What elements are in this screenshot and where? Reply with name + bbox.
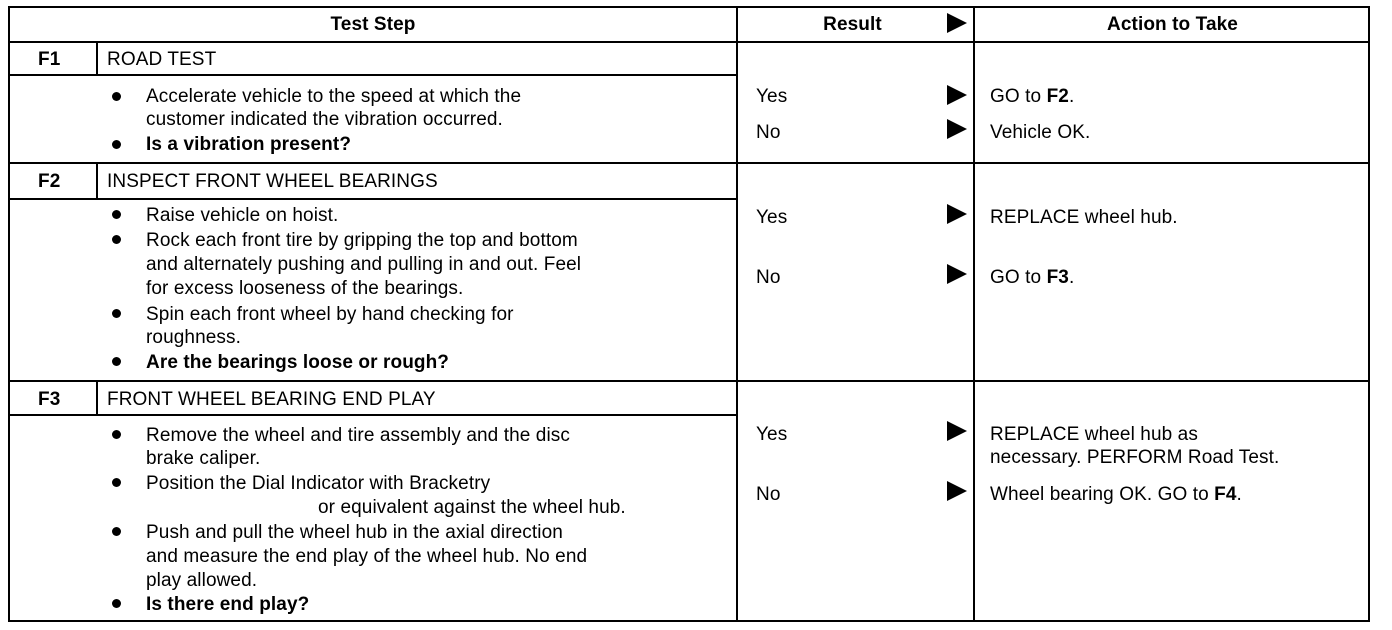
bullet-icon: [112, 357, 121, 366]
result-no: No: [756, 267, 781, 288]
bullet-text: and alternately pushing and pulling in and out. Feel: [146, 254, 582, 275]
bullet-text: Push and pull the wheel hub in the axial direction: [146, 522, 563, 543]
bullet-icon: [112, 140, 121, 149]
title-divider-f2: [8, 198, 738, 200]
result-yes: Yes: [756, 424, 788, 445]
id-divider-f1: [96, 41, 98, 74]
title-divider-f3: [8, 414, 738, 416]
step-title-f1: ROAD TEST: [107, 49, 217, 70]
action-text: REPLACE wheel hub as: [990, 424, 1198, 445]
bullet-text: brake caliper.: [146, 448, 261, 469]
bullet-icon: [112, 92, 121, 101]
action-text: GO to F3.: [990, 267, 1075, 288]
arrow-icon: [947, 481, 967, 501]
id-divider-f3: [96, 381, 98, 415]
bullet-icon: [112, 527, 121, 536]
bullet-text: roughness.: [146, 327, 242, 348]
step-divider-2: [8, 380, 1370, 382]
action-text: Wheel bearing OK. GO to F4.: [990, 484, 1242, 505]
action-text: GO to F2.: [990, 86, 1075, 107]
bullet-text: or equivalent against the wheel hub.: [318, 497, 626, 518]
bullet-text: customer indicated the vibration occurred.: [146, 109, 503, 130]
bullet-icon: [112, 309, 121, 318]
action-text: REPLACE wheel hub.: [990, 207, 1178, 228]
action-text: Vehicle OK.: [990, 122, 1091, 143]
arrow-icon: [947, 204, 967, 224]
bullet-text: Raise vehicle on hoist.: [146, 205, 339, 226]
bullet-icon: [112, 235, 121, 244]
step-title-f3: FRONT WHEEL BEARING END PLAY: [107, 389, 436, 410]
bullet-text: Rock each front tire by gripping the top and bottom: [146, 230, 578, 251]
bullet-text: Position the Dial Indicator with Bracketry: [146, 473, 491, 494]
header-result: Result: [823, 14, 882, 35]
title-divider-f1: [8, 74, 738, 76]
bullet-text: Spin each front wheel by hand checking for: [146, 304, 514, 325]
bullet-text: play allowed.: [146, 570, 258, 591]
bullet-question: Is a vibration present?: [146, 134, 352, 155]
result-yes: Yes: [756, 86, 788, 107]
col-divider-step: [736, 6, 738, 622]
header-divider: [8, 41, 1370, 43]
arrow-icon: [947, 119, 967, 139]
bullet-text: and measure the end play of the wheel hub. No end: [146, 546, 588, 567]
step-id-f2: F2: [38, 171, 61, 192]
id-divider-f2: [96, 163, 98, 199]
step-id-f3: F3: [38, 389, 61, 410]
header-test-step: Test Step: [330, 14, 416, 35]
bullet-icon: [112, 478, 121, 487]
action-text: necessary. PERFORM Road Test.: [990, 447, 1280, 468]
bullet-text: Remove the wheel and tire assembly and the disc: [146, 425, 570, 446]
col-divider-result: [973, 6, 975, 622]
bullet-icon: [112, 210, 121, 219]
bullet-icon: [112, 430, 121, 439]
header-action: Action to Take: [1107, 14, 1238, 35]
bullet-text: Accelerate vehicle to the speed at which the: [146, 86, 522, 107]
arrow-icon: [947, 85, 967, 105]
step-title-f2: INSPECT FRONT WHEEL BEARINGS: [107, 171, 438, 192]
result-no: No: [756, 122, 781, 143]
bullet-question: Is there end play?: [146, 594, 310, 615]
arrow-icon: [947, 421, 967, 441]
result-no: No: [756, 484, 781, 505]
step-id-f1: F1: [38, 49, 61, 70]
arrow-icon: [947, 264, 967, 284]
bullet-text: for excess looseness of the bearings.: [146, 278, 464, 299]
header-arrow-icon: [947, 13, 967, 33]
bullet-question: Are the bearings loose or rough?: [146, 352, 450, 373]
result-yes: Yes: [756, 207, 788, 228]
step-divider-1: [8, 162, 1370, 164]
bullet-icon: [112, 599, 121, 608]
